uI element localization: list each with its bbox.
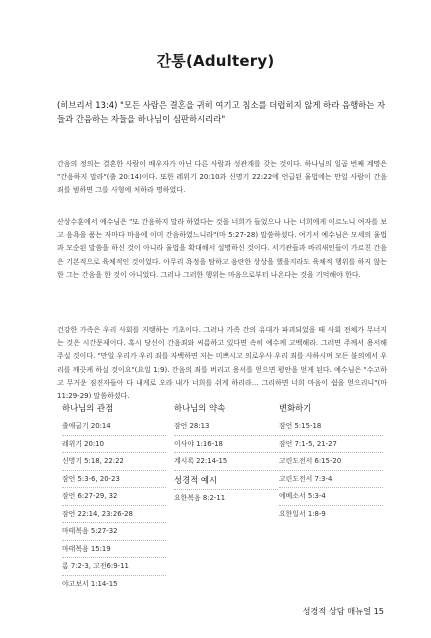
- reference-item: 이사야 1:16-18: [174, 436, 278, 454]
- reference-item: 고린도전서 6:15-20: [279, 453, 383, 471]
- reference-item: 롬 7:2-3, 고전6:9-11: [62, 558, 166, 576]
- page-footer: 성경적 상담 매뉴얼 15: [302, 606, 384, 616]
- reference-item: 출애굽기 20:14: [62, 418, 166, 436]
- key-verse: (히브리서 13:4) "모든 사람은 결혼을 귀히 여기고 침소를 더럽히지 않게 하라 음행하는 자들과 간음하는 자들을 하나님이 심판하시리라": [57, 100, 386, 124]
- reference-subheading: 성경적 예시: [174, 471, 278, 490]
- reference-item: 잠언 5:15-18: [279, 418, 383, 436]
- reference-item: 야고보서 1:14-15: [62, 579, 118, 588]
- reference-column-gods-promise: [174, 400, 278, 506]
- reference-item: 마태복음 5:27-32: [62, 523, 166, 541]
- reference-heading: 변화하기: [279, 403, 312, 413]
- reference-item: 에베소서 5:3-4: [279, 488, 383, 506]
- reference-item: 요한복음 8:2-11: [174, 493, 226, 502]
- reference-heading: 하나님의 약속: [174, 403, 226, 413]
- reference-item: 마태복음 15:19: [62, 541, 166, 559]
- reference-item: 잠언 22:14, 23:26-28: [62, 506, 166, 524]
- page-title: 간통(Adultery): [156, 52, 275, 70]
- reference-item: 잠언 7:1-5, 21-27: [279, 436, 383, 454]
- reference-item: 고린도전서 7:3-4: [279, 471, 383, 489]
- reference-item: 잠언 6:27-29, 32: [62, 488, 166, 506]
- reference-item: 요한일서 1:8-9: [279, 509, 326, 518]
- reference-item: 신명기 5:18, 22:22: [62, 453, 166, 471]
- reference-item: 계시록 22:14-15: [174, 453, 278, 471]
- reference-item: 레위기 20:10: [62, 436, 166, 454]
- paragraph-sermon-on-mount: 산상수훈에서 예수님은 "또 간음하지 말라 하였다는 것을 너희가 들었으나 나는 너희에게 이르노니 여자를 보고 음욕을 품는 자마다 마음에 이미 간음하였느니라"(마 5:27-28) 말씀하셨다. 여기서 예수님은 모세의 율법과 모순된 말씀을 하신 것이 아니라 율법을 확대해서 설명하신 것이다. 서기관들과 바리새인들이 가르친 간음은 기본적으로 육체적인 것이었다. 아무리 욕정을 탐하고 음란한 상상을 했을지라도 육체적 행위를 하지 않는 한 그는 간음을 한 것이 아니었다. 그러나 그러한 행위는 마음으로부터 나온다는 것을 기억해야 한다.: [57, 218, 387, 279]
- reference-heading: 하나님의 관점: [62, 403, 114, 413]
- reference-item: 잠언 5:3-6, 20-23: [62, 471, 166, 489]
- reference-column-changing: [279, 400, 383, 522]
- paragraph-healthy-family: 건강한 가족은 우리 사회를 지탱하는 기초이다. 그러나 가족 간의 유대가 파괴되었을 때 사회 전체가 무너지는 것은 시간문제이다. 혹시 당신이 간음죄와 씨름하고 있다면 속히 예수께 고백해라. 그러면 주께서 용서해 주실 것이다. "만일 우리가 우리 죄를 자백하면 저는 미쁘시고 의로우사 우리 죄를 사하시며 모든 불의에서 우리를 깨끗케 하실 것이요"(요일 1:9). 간음의 죄를 버리고 용서를 얻으면 평안을 얻게 된다. 예수님은 "수고하고 무거운 짐진자들아 다 내게로 오라 내가 너희를 쉬게 하리라… 그리하면 너희 마음이 쉼을 얻으리니"(마 11:29-29) 말씀하셨다.: [57, 326, 387, 401]
- reference-column-gods-view: [62, 400, 166, 592]
- reference-item: 잠언 28:13: [174, 418, 278, 436]
- paragraph-definition: 간음의 정의는 결혼한 사람이 배우자가 아닌 다른 사람과 성관계를 갖는 것이다. 하나님의 일곱 번째 계명은 "간음하지 말라"(출 20:14)이다. 또한 레위기 20:10과 신명기 22:22에 언급된 율법에는 만일 사람이 간음죄를 범하면 그를 사형에 처하라 명하였다.: [57, 160, 387, 195]
- reference-table: [57, 400, 387, 598]
